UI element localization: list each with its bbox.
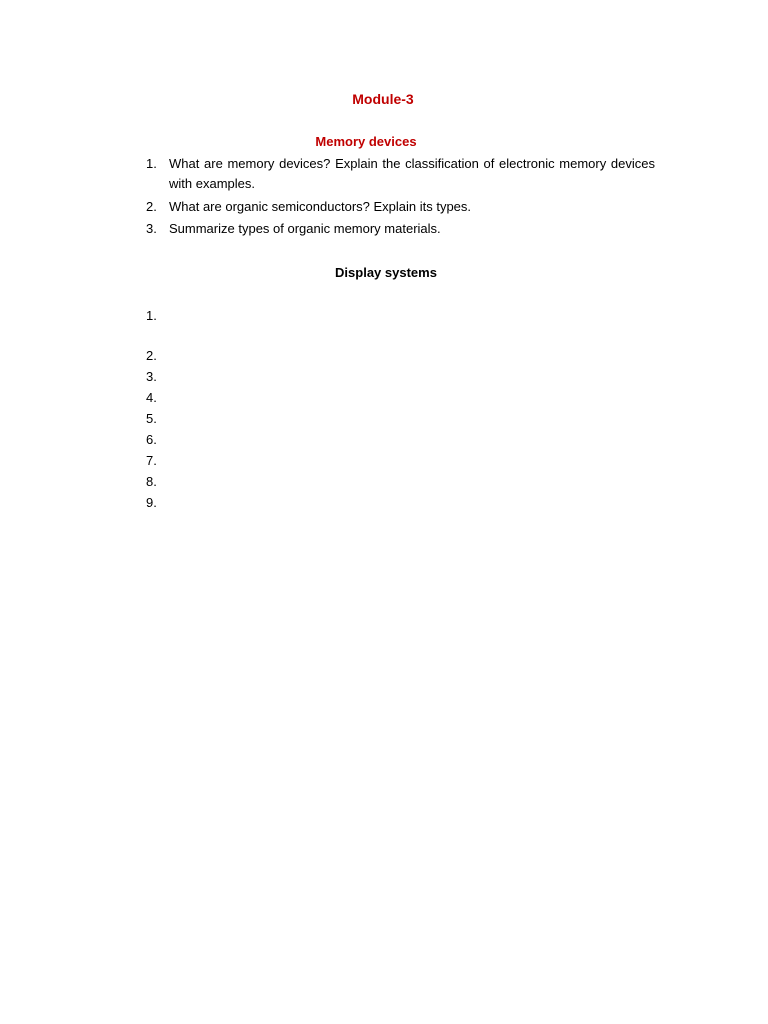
question-number: 7.: [146, 453, 157, 468]
question-number: 6.: [146, 432, 157, 447]
question-number: 1.: [146, 308, 157, 323]
question-number: 1.: [146, 156, 157, 171]
module-title: [0, 90, 768, 108]
question-number: 5.: [146, 411, 157, 426]
question-text: Summarize types of organic memory materials.: [169, 221, 441, 236]
question-number: 9.: [146, 495, 157, 510]
question-number: 3.: [146, 221, 157, 236]
question-number: 2.: [146, 348, 157, 363]
module-title-text: Module-3: [352, 91, 414, 107]
question-text: What are organic semiconductors? Explain its types.: [169, 199, 472, 214]
question-number: 4.: [146, 390, 157, 405]
memory-devices-heading: Memory devices: [315, 134, 417, 149]
question-number: 8.: [146, 474, 157, 489]
question-number: 3.: [146, 369, 157, 384]
question-number: 2.: [146, 199, 157, 214]
display-systems-heading: Display systems: [335, 265, 437, 280]
question-text: What are memory devices? Explain the classification of electronic memory devices with examples.: [169, 156, 655, 191]
